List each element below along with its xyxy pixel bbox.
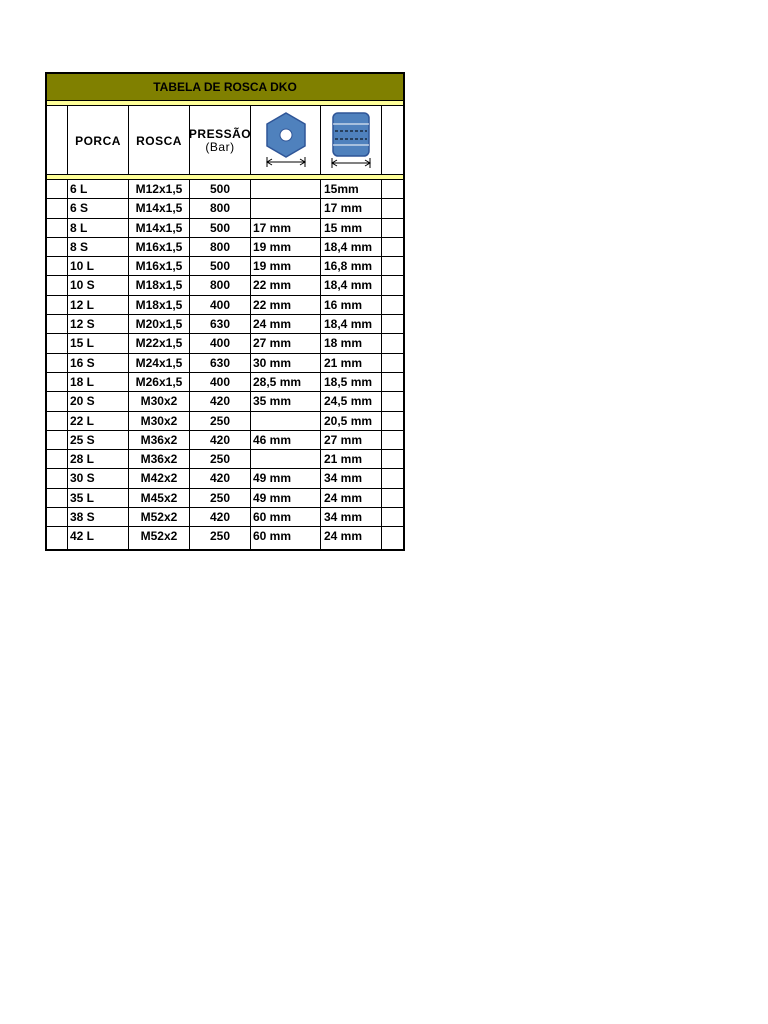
cell-pressao: 250 bbox=[209, 452, 231, 467]
cell-porca: 22 L bbox=[70, 413, 95, 428]
table-row bbox=[47, 296, 403, 315]
table-row bbox=[47, 412, 403, 431]
cell-hex-size: 24 mm bbox=[253, 317, 292, 332]
cell-bar-size: 34 mm bbox=[324, 471, 363, 486]
cell-rosca: M24x1,5 bbox=[135, 355, 183, 370]
cell-pressao: 630 bbox=[209, 355, 231, 370]
cell-porca: 35 L bbox=[70, 490, 95, 505]
cell-porca: 12 L bbox=[70, 297, 95, 312]
cell-bar-size: 27 mm bbox=[324, 432, 363, 447]
cell-bar-size: 24,5 mm bbox=[324, 394, 373, 409]
cell-rosca: M30x2 bbox=[140, 394, 178, 409]
cell-bar-size: 17 mm bbox=[324, 201, 363, 216]
cell-porca: 12 S bbox=[70, 317, 95, 332]
cell-porca: 38 S bbox=[70, 510, 95, 525]
table-row bbox=[47, 257, 403, 276]
cell-porca: 8 S bbox=[70, 239, 89, 254]
cell-porca: 18 L bbox=[70, 374, 95, 389]
cell-hex-size: 22 mm bbox=[253, 297, 292, 312]
cell-pressao: 420 bbox=[209, 510, 231, 525]
cell-bar-size: 15mm bbox=[324, 182, 359, 196]
cell-rosca: M18x1,5 bbox=[135, 278, 183, 293]
table-row bbox=[47, 469, 403, 488]
cell-rosca: M36x2 bbox=[140, 432, 178, 447]
thread-table bbox=[45, 72, 405, 551]
cell-hex-size: 49 mm bbox=[253, 490, 292, 505]
header-porca: PORCA bbox=[75, 134, 121, 148]
table-row bbox=[47, 180, 403, 199]
cell-bar-size: 18,5 mm bbox=[324, 374, 373, 389]
table-row bbox=[47, 315, 403, 334]
cell-pressao: 250 bbox=[209, 490, 231, 505]
cell-pressao: 630 bbox=[209, 317, 231, 332]
cell-bar-size: 16 mm bbox=[324, 297, 363, 312]
cell-bar-size: 16,8 mm bbox=[324, 259, 373, 274]
cell-pressao: 400 bbox=[209, 297, 231, 312]
cell-hex-size: 28,5 mm bbox=[253, 374, 302, 389]
cell-rosca: M26x1,5 bbox=[135, 374, 183, 389]
cell-rosca: M52x2 bbox=[140, 510, 178, 525]
cell-porca: 10 S bbox=[70, 278, 95, 293]
cell-bar-size: 15 mm bbox=[324, 220, 363, 235]
cell-bar-size: 18 mm bbox=[324, 336, 363, 351]
table-row bbox=[47, 450, 403, 469]
cell-porca: 15 L bbox=[70, 336, 95, 351]
table-row bbox=[47, 354, 403, 373]
header-rosca: ROSCA bbox=[136, 134, 182, 148]
cell-pressao: 500 bbox=[209, 182, 231, 196]
cell-porca: 6 L bbox=[70, 182, 88, 196]
table-row bbox=[47, 392, 403, 411]
cell-rosca: M52x2 bbox=[140, 529, 178, 544]
cell-hex-size: 30 mm bbox=[253, 355, 292, 370]
cell-rosca: M18x1,5 bbox=[135, 297, 183, 312]
cell-hex-size: 46 mm bbox=[253, 432, 292, 447]
cell-bar-size: 24 mm bbox=[324, 490, 363, 505]
cell-rosca: M14x1,5 bbox=[135, 201, 183, 216]
cell-porca: 20 S bbox=[70, 394, 95, 409]
cell-hex-size: 35 mm bbox=[253, 394, 292, 409]
cell-pressao: 420 bbox=[209, 394, 231, 409]
cell-pressao: 250 bbox=[209, 529, 231, 544]
header-pressao bbox=[190, 106, 250, 176]
cell-pressao: 500 bbox=[209, 220, 231, 235]
cell-bar-size: 18,4 mm bbox=[324, 239, 373, 254]
cell-porca: 10 L bbox=[70, 259, 95, 274]
cell-hex-size bbox=[251, 199, 323, 217]
cell-bar-size: 34 mm bbox=[324, 510, 363, 525]
cell-rosca: M36x2 bbox=[140, 452, 178, 467]
table-row bbox=[47, 238, 403, 257]
cell-rosca: M14x1,5 bbox=[135, 220, 183, 235]
cell-rosca: M12x1,5 bbox=[135, 182, 183, 196]
table-row bbox=[47, 276, 403, 295]
table-row bbox=[47, 334, 403, 353]
cell-hex-size bbox=[251, 412, 323, 430]
cell-pressao: 400 bbox=[209, 336, 231, 351]
cell-hex-size bbox=[251, 180, 323, 198]
cell-rosca: M16x1,5 bbox=[135, 259, 183, 274]
cell-porca: 42 L bbox=[70, 529, 95, 544]
header-pressao-label: PRESSÃO bbox=[188, 127, 252, 141]
cell-rosca: M30x2 bbox=[140, 413, 178, 428]
cell-hex-size: 60 mm bbox=[253, 529, 292, 544]
cell-hex-size: 22 mm bbox=[253, 278, 292, 293]
header-pressao-unit: (Bar) bbox=[205, 140, 235, 154]
cell-hex-size: 19 mm bbox=[253, 239, 292, 254]
table-row bbox=[47, 373, 403, 392]
header-hex bbox=[251, 106, 320, 176]
cell-bar-size: 21 mm bbox=[324, 355, 363, 370]
cell-hex-size: 27 mm bbox=[253, 336, 292, 351]
cell-rosca: M45x2 bbox=[140, 490, 178, 505]
cell-pressao: 800 bbox=[209, 239, 231, 254]
table-row bbox=[47, 489, 403, 508]
cell-bar-size: 18,4 mm bbox=[324, 278, 373, 293]
cell-bar-size: 24 mm bbox=[324, 529, 363, 544]
cell-hex-size: 49 mm bbox=[253, 471, 292, 486]
cell-hex-size: 19 mm bbox=[253, 259, 292, 274]
cell-pressao: 420 bbox=[209, 471, 231, 486]
cell-hex-size bbox=[251, 450, 323, 468]
cell-hex-size: 60 mm bbox=[253, 510, 292, 525]
table-body bbox=[47, 180, 403, 547]
cell-hex-size: 17 mm bbox=[253, 220, 292, 235]
table-title: TABELA DE ROSCA DKO bbox=[47, 74, 403, 101]
cell-bar-size: 20,5 mm bbox=[324, 413, 373, 428]
cell-porca: 8 L bbox=[70, 220, 88, 235]
table-row bbox=[47, 219, 403, 238]
cell-rosca: M42x2 bbox=[140, 471, 178, 486]
table-row bbox=[47, 199, 403, 218]
bar-stock-icon bbox=[326, 110, 376, 172]
hex-nut-icon bbox=[261, 110, 311, 172]
table-row bbox=[47, 508, 403, 527]
cell-pressao: 400 bbox=[209, 374, 231, 389]
cell-pressao: 800 bbox=[209, 201, 231, 216]
cell-rosca: M22x1,5 bbox=[135, 336, 183, 351]
cell-porca: 6 S bbox=[70, 201, 89, 216]
table-row bbox=[47, 527, 403, 546]
header-bar bbox=[321, 106, 381, 176]
cell-bar-size: 21 mm bbox=[324, 452, 363, 467]
cell-pressao: 800 bbox=[209, 278, 231, 293]
table-row bbox=[47, 431, 403, 450]
cell-pressao: 250 bbox=[209, 413, 231, 428]
cell-porca: 28 L bbox=[70, 452, 95, 467]
cell-porca: 25 S bbox=[70, 432, 95, 447]
cell-bar-size: 18,4 mm bbox=[324, 317, 373, 332]
cell-porca: 16 S bbox=[70, 355, 95, 370]
cell-pressao: 500 bbox=[209, 259, 231, 274]
cell-pressao: 420 bbox=[209, 432, 231, 447]
cell-rosca: M20x1,5 bbox=[135, 317, 183, 332]
cell-rosca: M16x1,5 bbox=[135, 239, 183, 254]
cell-porca: 30 S bbox=[70, 471, 95, 486]
